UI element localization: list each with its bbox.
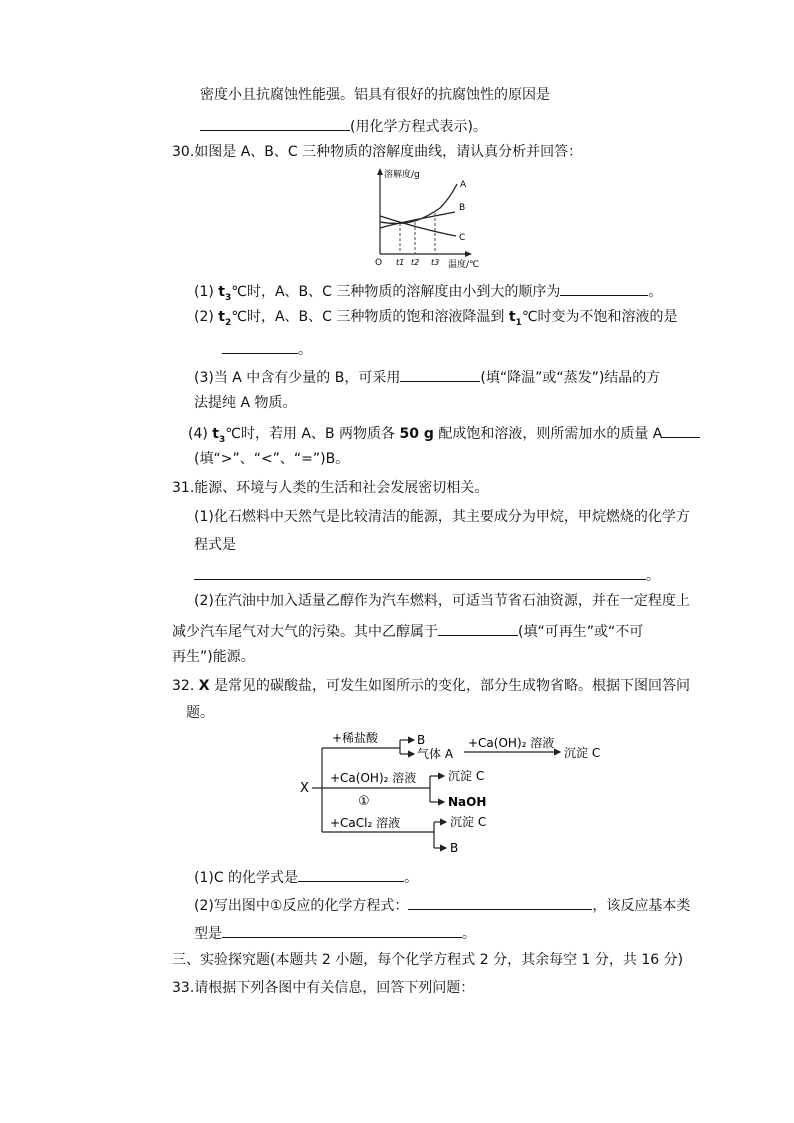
origin-label: O [375, 258, 383, 268]
question-31-1-answer: 。 [194, 564, 660, 586]
branch2-out1: 沉淀 C [448, 769, 485, 783]
text-line-1: 密度小且抗腐蚀性能强。铝具有很好的抗腐蚀性的原因是 [200, 87, 550, 103]
answer-blank[interactable] [560, 280, 648, 296]
branch3-out1: 沉淀 C [450, 815, 487, 829]
series-a-curve [380, 184, 457, 223]
question-31-2: (2)在汽油中加入适量乙醇作为汽车燃料，可适当节省石油资源，并在一定程度上 [194, 593, 690, 609]
answer-blank[interactable] [408, 894, 592, 910]
series-b-label: B [459, 203, 466, 213]
question-32-2: (2)写出图中①反应的化学方程式： ，该反应基本类 [194, 894, 690, 916]
x-axis-arrow-icon [465, 251, 472, 257]
question-32-cont: 题。 [186, 705, 214, 721]
x-axis-label: 温度/℃ [448, 260, 480, 270]
question-31-1: (1)化石燃料中天然气是比较清洁的能源，其主要成分为甲烷，甲烷燃烧的化学方 [194, 509, 690, 525]
branch2-out2: NaOH [448, 795, 487, 809]
branch1-reagent: +稀盐酸 [332, 731, 379, 745]
series-a-label: A [460, 180, 467, 190]
question-31: 31.能源、环境与人类的生活和社会发展密切相关。 [172, 480, 489, 496]
question-30-4-cont: (填“>”、“<”、“=”)B。 [194, 451, 350, 467]
branch1-out2: 气体 A [417, 747, 454, 761]
question-30-2-answer: 。 [222, 338, 312, 360]
answer-blank[interactable] [400, 366, 480, 382]
tick-t3: t3 [431, 258, 440, 267]
series-c-label: C [459, 233, 466, 243]
section-3-heading: 三、实验探究题(本题共 2 小题，每个化学方程式 2 分，其余每空 1 分，共 16 分) [172, 952, 684, 968]
y-axis-arrow-icon [377, 168, 383, 175]
tick-t2: t2 [411, 258, 420, 267]
answer-blank[interactable] [200, 115, 350, 131]
question-32-2-cont: 型是 。 [194, 922, 476, 944]
solubility-chart [360, 164, 500, 270]
x-label: X [300, 781, 309, 796]
branch2-reagent: +Ca(OH)₂ 溶液 [330, 771, 417, 785]
question-30-1: (1) $t_3℃$时，A、B、C 三种物质的溶解度由小到大的顺序为 。 [194, 280, 662, 308]
reaction-flow-diagram [296, 722, 636, 860]
answer-blank[interactable] [662, 422, 700, 438]
question-30-4: (4) $t_3℃$时，若用 A、B 两物质各 50 g 配成饱和溶液，则所需加水的质量 A [188, 422, 700, 450]
answer-blank[interactable] [222, 922, 462, 938]
answer-blank[interactable] [298, 866, 404, 882]
branch1-final: 沉淀 C [564, 746, 601, 760]
question-31-1-cont: 程式是 [194, 537, 236, 553]
question-31-2-end: 再生”)能源。 [172, 649, 255, 665]
question-31-2-cont: 减少汽车尾气对大气的污染。其中乙醇属于 (填“可再生”或“不可 [172, 620, 643, 642]
branch1-reagent2: +Ca(OH)₂ 溶液 [468, 736, 555, 750]
question-30-2: (2) $t_2℃$时，A、B、C 三种物质的饱和溶液降温到 $t_1℃$时变为不饱和溶液的是 [194, 309, 678, 328]
answer-blank[interactable] [222, 338, 298, 354]
question-33: 33.请根据下列各图中有关信息，回答下列问题： [172, 980, 475, 996]
branch1-out1: B [417, 733, 426, 747]
question-30: 30.如图是 A、B、C 三种物质的溶解度曲线，请认真分析并回答： [172, 144, 583, 160]
question-32: 32. X 是常见的碳酸盐，可发生如图所示的变化，部分生成物省略。根据下图回答问 [172, 678, 690, 694]
branch3-out2: B [450, 841, 459, 855]
text-line-2: (用化学方程式表示)。 [200, 115, 487, 137]
question-30-3-cont: 法提纯 A 物质。 [194, 395, 297, 411]
answer-blank[interactable] [438, 620, 518, 636]
question-30-3: (3)当 A 中含有少量的 B，可采用 (填“降温”或“蒸发”)结晶的方 [194, 366, 660, 388]
branch2-mark: ① [358, 794, 370, 809]
branch3-reagent: +CaCl₂ 溶液 [330, 816, 401, 830]
y-axis-label: 溶解度/g [384, 170, 420, 180]
question-32-1: (1)C 的化学式是 。 [194, 866, 418, 888]
answer-blank[interactable] [194, 564, 646, 580]
tick-t1: t1 [396, 258, 405, 267]
